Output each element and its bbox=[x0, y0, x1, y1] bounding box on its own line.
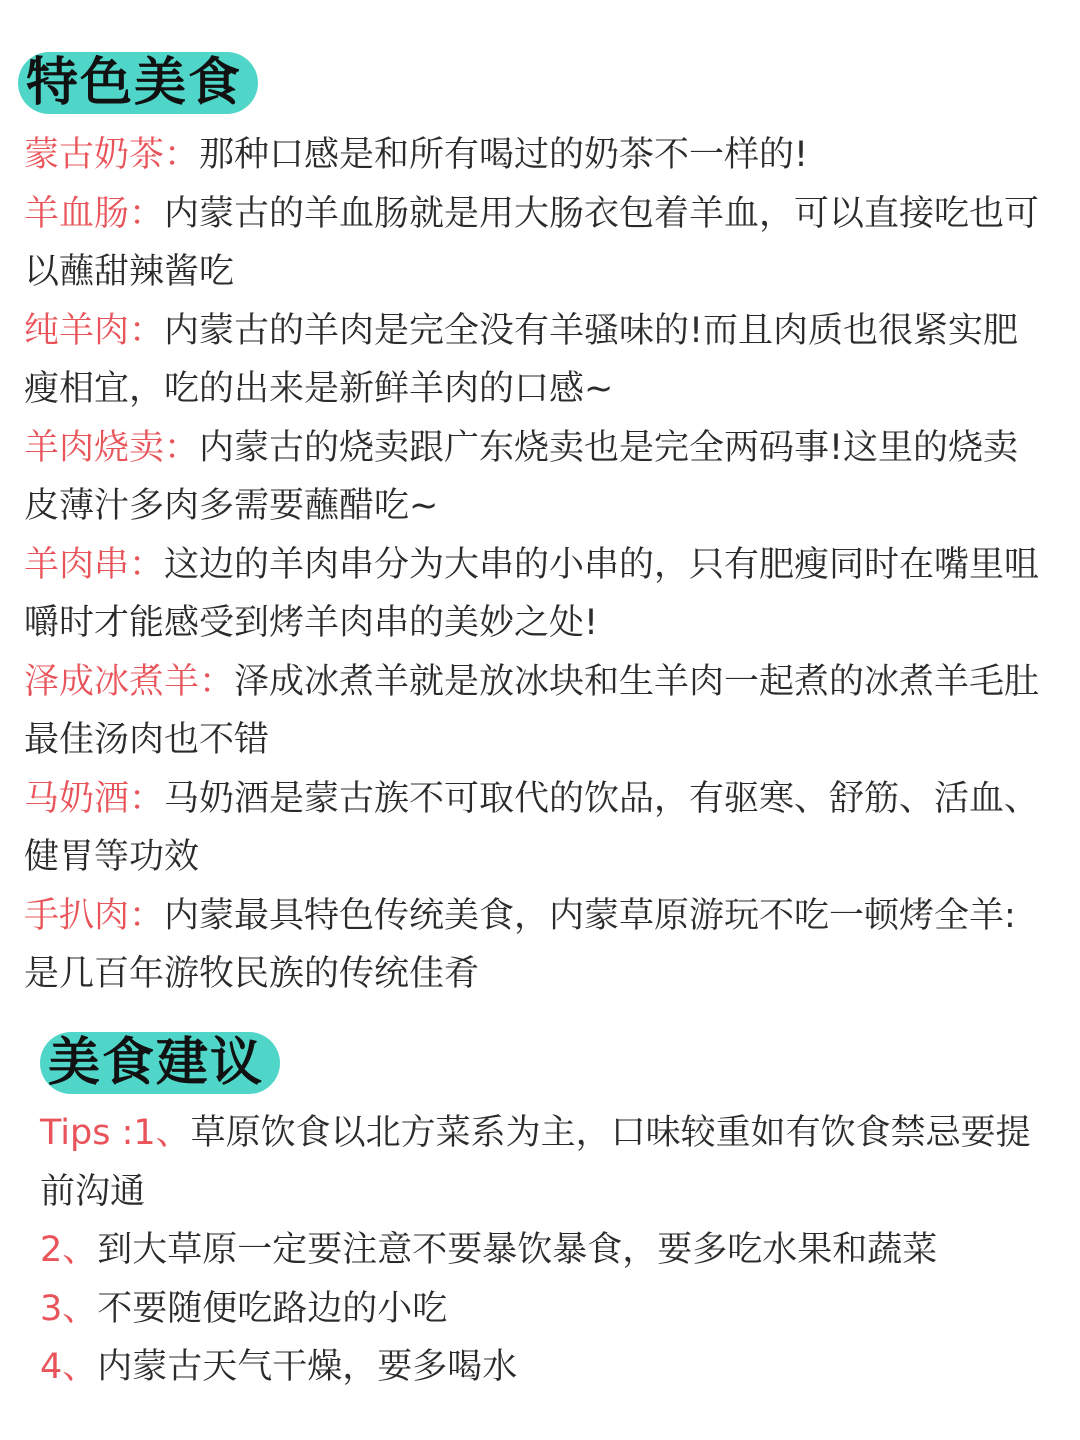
tip-prefix: 4、 bbox=[40, 1347, 98, 1387]
food-item-ice-boiled-lamb bbox=[24, 653, 1050, 770]
tip-item bbox=[40, 1221, 1050, 1280]
food-item-name: 马奶酒： bbox=[24, 778, 165, 819]
tip-item bbox=[40, 1338, 1050, 1397]
food-item-name: 手扒肉： bbox=[24, 895, 165, 936]
food-item-desc: 这边的羊肉串分为大串的小串的，只有肥瘦同时在嘴里咀嚼时才能感受到烤羊肉串的美妙之处! bbox=[24, 544, 1040, 643]
food-section-title: 特色美食 bbox=[18, 52, 258, 114]
tip-text: 不要随便吃路边的小吃 bbox=[97, 1288, 448, 1329]
tip-item bbox=[40, 1104, 1050, 1221]
food-item-blood-sausage bbox=[24, 185, 1050, 302]
food-item-name: 蒙古奶茶： bbox=[24, 135, 200, 175]
tips-list bbox=[40, 1104, 1050, 1397]
tip-text: 到大草原一定要注意不要暴饮暴食，要多吃水果和蔬菜 bbox=[97, 1230, 938, 1270]
food-item-pure-mutton bbox=[24, 302, 1050, 419]
food-list bbox=[24, 126, 1050, 1004]
food-item-desc: 泽成冰煮羊就是放冰块和生羊肉一起煮的冰煮羊毛肚最佳汤肉也不错 bbox=[24, 661, 1040, 760]
tip-prefix: 3、 bbox=[40, 1288, 98, 1329]
tip-text: 内蒙古天气干燥，要多喝水 bbox=[97, 1347, 518, 1387]
tip-item bbox=[40, 1280, 1050, 1339]
food-item-skewers bbox=[24, 536, 1050, 653]
food-item-milk-tea bbox=[24, 126, 1050, 185]
food-item-name: 泽成冰煮羊： bbox=[24, 661, 235, 702]
food-item-mare-milk-wine bbox=[24, 770, 1050, 887]
food-item-desc: 那种口感是和所有喝过的奶茶不一样的! bbox=[199, 135, 809, 175]
tips-section-title: 美食建议 bbox=[40, 1032, 280, 1094]
food-item-desc: 马奶酒是蒙古族不可取代的饮品，有驱寒、舒筋、活血、健胃等功效 bbox=[24, 778, 1040, 877]
tip-prefix: 2、 bbox=[40, 1230, 98, 1270]
food-item-name: 羊肉串： bbox=[24, 544, 165, 585]
tip-prefix: Tips :1、 bbox=[40, 1113, 191, 1153]
food-item-name: 羊血肠： bbox=[24, 193, 165, 234]
food-item-name: 羊肉烧卖： bbox=[24, 427, 200, 468]
tip-text: 草原饮食以北方菜系为主，口味较重如有饮食禁忌要提前沟通 bbox=[40, 1113, 1031, 1212]
food-item-desc: 内蒙古的烧卖跟广东烧卖也是完全两码事!这里的烧卖皮薄汁多肉多需要蘸醋吃~ bbox=[24, 427, 1019, 526]
food-item-hand-pulled-meat bbox=[24, 887, 1050, 1004]
food-item-desc: 内蒙古的羊血肠就是用大肠衣包着羊血，可以直接吃也可以蘸甜辣酱吃 bbox=[24, 193, 1040, 292]
food-item-shaomai bbox=[24, 419, 1050, 536]
food-item-desc: 内蒙最具特色传统美食，内蒙草原游玩不吃一顿烤全羊:是几百年游牧民族的传统佳肴 bbox=[24, 895, 1016, 994]
food-item-desc: 内蒙古的羊肉是完全没有羊骚味的!而且肉质也很紧实肥瘦相宜，吃的出来是新鲜羊肉的口感~ bbox=[24, 310, 1019, 409]
food-item-name: 纯羊肉： bbox=[24, 310, 165, 351]
